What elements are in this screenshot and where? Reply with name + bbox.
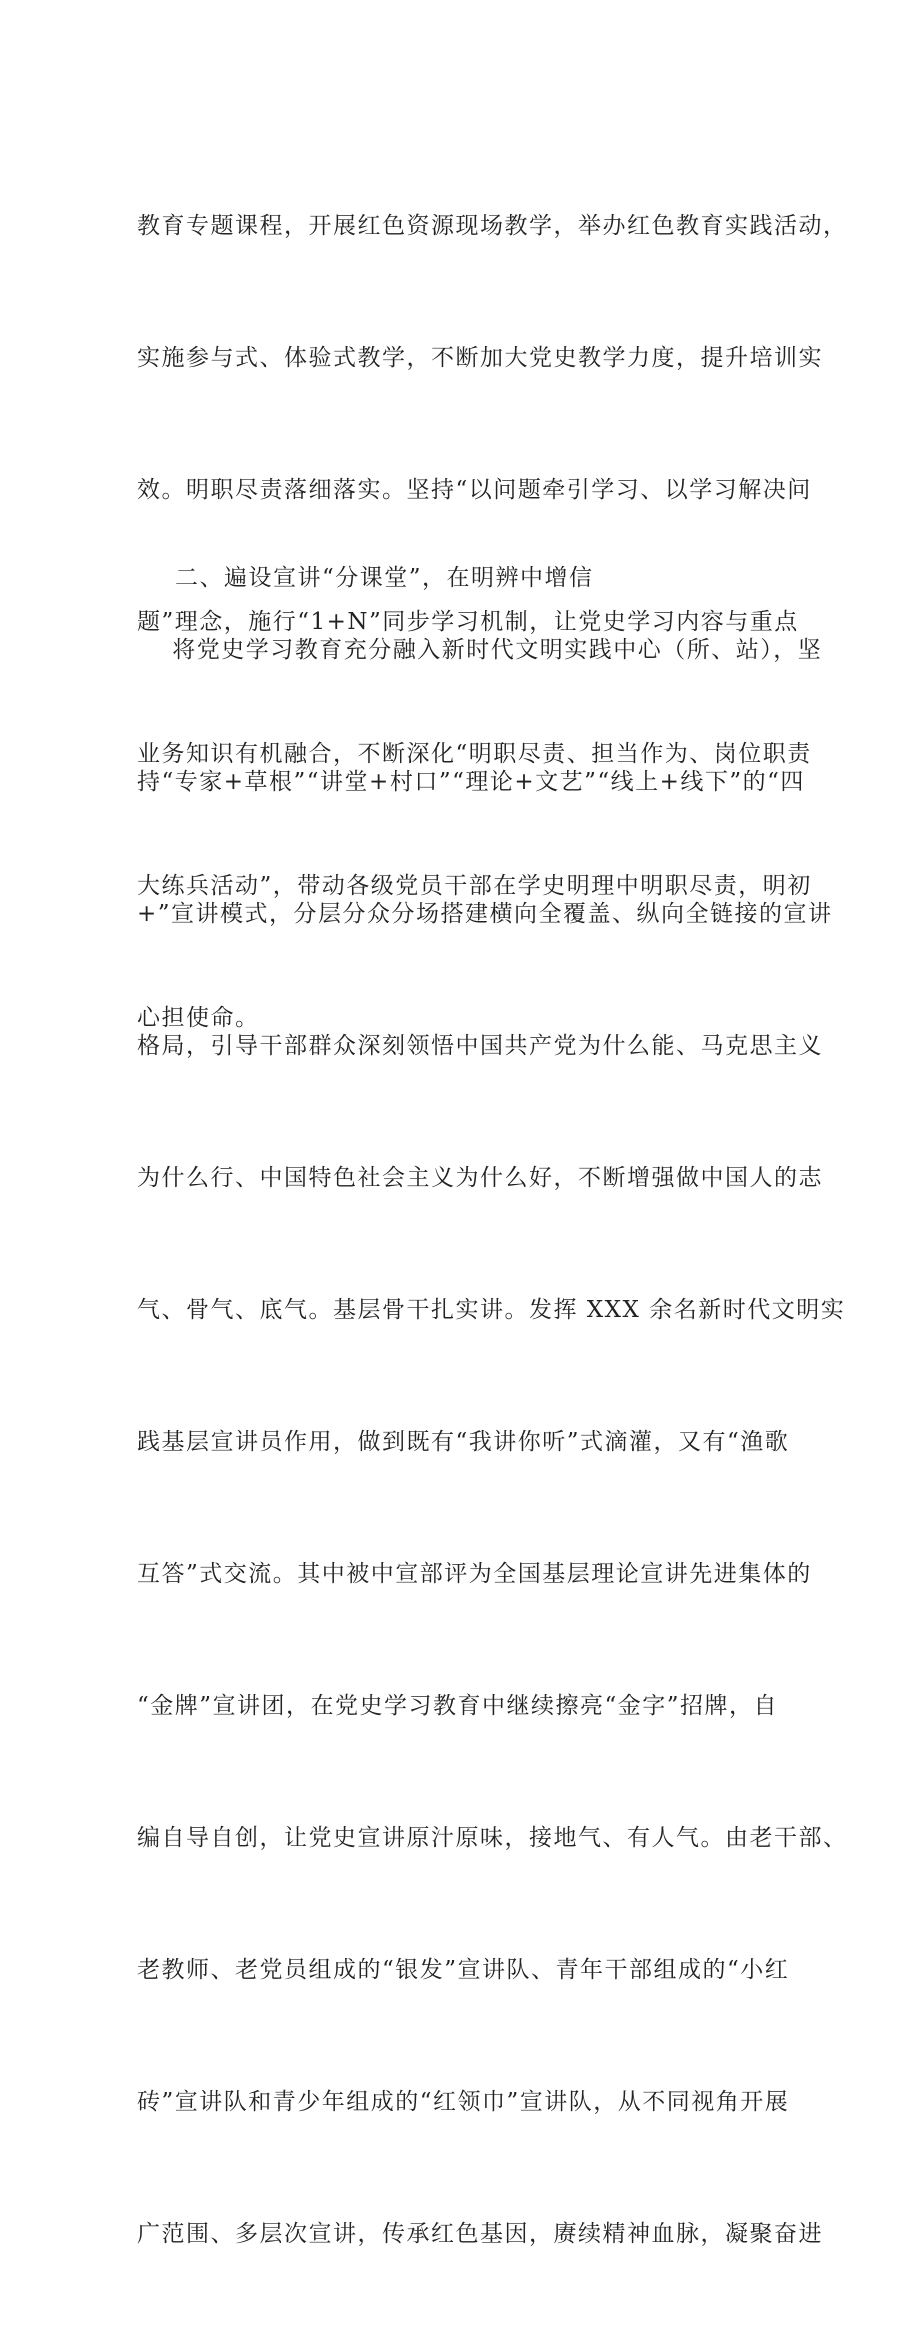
paragraph-line: 大练兵活动”，带动各级党员干部在学史明理中明职尽责，明初	[137, 873, 812, 899]
paragraph-line: 践基层宣讲员作用，做到既有“我讲你听”式滴灌，又有“渔歌	[137, 1429, 790, 1455]
paragraph-line: 为什么行、中国特色社会主义为什么好，不断增强做中国人的志	[137, 1165, 823, 1191]
paragraph-line: 砖”宣讲队和青少年组成的“红领巾”宣讲队，从不同视角开展	[137, 2089, 790, 2115]
paragraph-line: 题”理念，施行“1+N”同步学习机制，让党史学习内容与重点	[137, 609, 799, 635]
paragraph-line: 持“专家+草根”“讲堂+村口”“理论+文艺”“线上+线下”的“四	[137, 769, 805, 795]
paragraph-line: 老教师、老党员组成的“银发”宣讲队、青年干部组成的“小红	[137, 1957, 790, 1983]
paragraph-line: 格局，引导干部群众深刻领悟中国共产党为什么能、马克思主义	[137, 1033, 823, 1059]
paragraph-line: “金牌”宣讲团，在党史学习教育中继续擦亮“金字”招牌，自	[137, 1693, 779, 1719]
paragraph-line: 心担使命。	[137, 1005, 260, 1031]
paragraph-line: 效。明职尽责落细落实。坚持“以问题牵引学习、以学习解决问	[137, 477, 812, 503]
paragraph-line: 广范围、多层次宣讲，传承红色基因，赓续精神血脉，凝聚奋进	[137, 2221, 823, 2247]
paragraph-line: 业务知识有机融合，不断深化“明职尽责、担当作为、岗位职责	[137, 741, 812, 767]
paragraph-line: +”宣讲模式，分层分众分场搭建横向全覆盖、纵向全链接的宣讲	[137, 901, 833, 927]
paragraph-line: 互答”式交流。其中被中宣部评为全国基层理论宣讲先进集体的	[137, 1561, 812, 1587]
section-heading-text: 二、遍设宣讲“分课堂”，在明辨中增信	[175, 565, 594, 591]
paragraph-line: 编自导自创，让党史宣讲原汁原味，接地气、有人气。由老干部、	[137, 1825, 848, 1851]
paragraph-line: 实施参与式、体验式教学，不断加大党史教学力度，提升培训实	[137, 345, 823, 371]
paragraph-line: 教育专题课程，开展红色资源现场教学，举办红色教育实践活动，	[137, 213, 848, 239]
paragraph-line: 气、骨气、底气。基层骨干扎实讲。发挥 XXX 余名新时代文明实	[137, 1297, 846, 1323]
paragraph-line: 将党史学习教育充分融入新时代文明实践中心（所、站），坚	[137, 637, 823, 663]
paragraph-2	[137, 540, 848, 2344]
